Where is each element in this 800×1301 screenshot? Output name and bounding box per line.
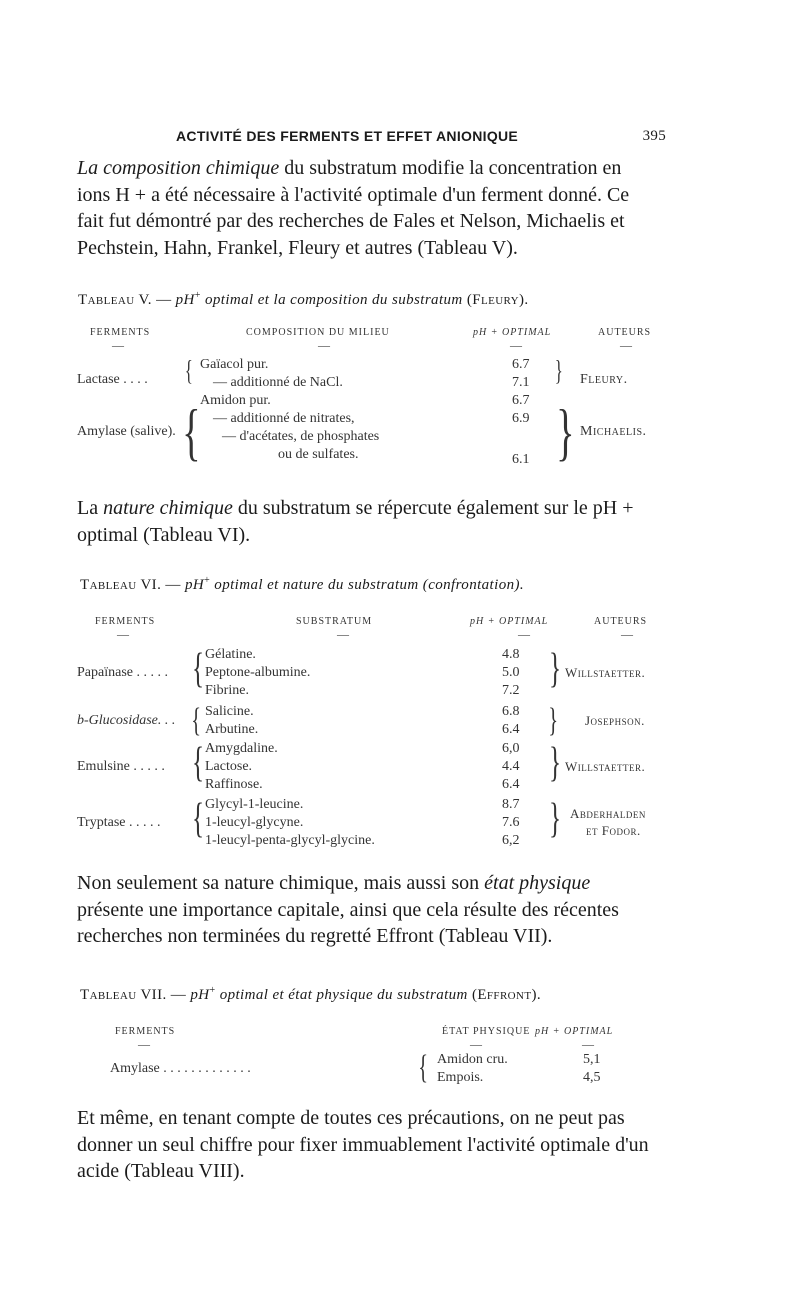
table6-author-willstaetter-2: Willstaetter. [565, 759, 646, 774]
para1-emphasis: La composition chimique [77, 157, 280, 179]
table6-header-ferments: FERMENTS [95, 616, 156, 627]
table6-header-auteurs: AUTEURS [594, 616, 648, 627]
table6-substratum: Peptone-albumine. [205, 665, 311, 680]
table6-ph: 5.0 [502, 665, 520, 680]
table6-substratum: Arbutine. [205, 722, 259, 737]
table6-caption [80, 575, 524, 594]
brace-icon: } [549, 796, 562, 842]
table6-ferment-tryptase: Tryptase . . . . . [77, 815, 161, 830]
para4-line-3: acide (Tableau VIII). [77, 1160, 245, 1182]
brace-icon: { [192, 796, 205, 842]
brace-icon: } [549, 740, 562, 786]
para1-line-1 [77, 155, 677, 182]
para1-line-3: fait fut démontré par des recherches de Fales et Nelson, Michaelis et [77, 210, 625, 232]
para1-line-2: ions H + a été nécessaire à l'activité optimale d'un ferment donné. Ce [77, 183, 630, 206]
table6-ferment-papainase: Papaïnase . . . . . [77, 665, 168, 680]
para1-line-1-text: du substratum modifie la concentration en [279, 157, 622, 179]
table7-label: Tableau VII. [80, 987, 167, 1003]
para1-line-4: Pechstein, Hahn, Frankel, Fleury et autres (Tableau V). [77, 236, 518, 259]
para3-line-1 [77, 870, 677, 897]
brace-icon: { [192, 646, 205, 692]
table6-ph: 6.4 [502, 722, 520, 737]
table5-milieu-2: — additionné de NaCl. [213, 375, 343, 390]
para3-line-3: recherches non terminées du regretté Effront (Tableau VII). [77, 925, 553, 947]
brace-icon: { [192, 740, 205, 786]
table5-ph-6: 6.1 [512, 452, 530, 467]
table7-dash-1: — [138, 1037, 150, 1051]
table5-header-ph: pH + OPTIMAL [473, 327, 552, 338]
table5-milieu-4: — additionné de nitrates, [213, 411, 355, 426]
paragraph-etat-physique [77, 870, 677, 950]
brace-icon: } [549, 646, 562, 692]
table6-ferment-glucosidase [77, 713, 175, 729]
table6-caption-ph: pH [184, 577, 205, 593]
table5-milieu-6: ou de sulfates. [278, 447, 359, 462]
table5-ph-1: 6.7 [512, 357, 530, 372]
table6-dash-2: — [337, 627, 349, 641]
table7-ph: 4,5 [583, 1070, 601, 1085]
table5-milieu-5: — d'acétates, de phosphates [222, 429, 380, 444]
paragraph-composition [77, 155, 677, 261]
table5-ph-3: 6.7 [512, 393, 530, 408]
table6-header-ph: pH + OPTIMAL [470, 616, 549, 627]
table7-dash-3: — [582, 1037, 594, 1051]
table5-dash-2: — [318, 338, 330, 352]
table6-author-willstaetter: Willstaetter. [565, 665, 646, 680]
table7-etat: Empois. [437, 1070, 484, 1085]
table7-caption [80, 985, 541, 1004]
para3-line-2: présente une importance capitale, ainsi que cela résulte des récentes [77, 898, 619, 921]
table5-header-ferments: FERMENTS [90, 327, 151, 338]
table5-ph-2: 7.1 [512, 375, 530, 390]
table7-ferment-amylase: Amylase . . . . . . . . . . . . . [110, 1061, 251, 1076]
table6-author-fodor: et Fodor. [586, 823, 641, 838]
paragraph-conclusion [77, 1105, 677, 1185]
table7-header-ferments: FERMENTS [115, 1026, 176, 1037]
table6-caption-text: optimal et nature du substratum (confrontation). [214, 577, 525, 593]
table5-milieu-1: Gaïacol pur. [200, 357, 269, 372]
table7-ph: 5,1 [583, 1052, 601, 1067]
brace-icon: { [191, 702, 202, 739]
table7-caption-ph: pH [190, 987, 210, 1003]
para2-line-1 [77, 495, 677, 522]
table6-ferment-emulsine: Emulsine . . . . . [77, 759, 165, 774]
table7-caption-dash: — [170, 987, 187, 1003]
table6-author-josephson: Josephson. [585, 713, 645, 728]
brace-icon: { [418, 1049, 429, 1086]
para3-text: Non seulement sa nature chimique, mais aussi son [77, 872, 485, 894]
table7-etat: Amidon cru. [437, 1052, 508, 1067]
para3-emphasis: état physique [484, 872, 591, 894]
table6-ph: 6.4 [502, 777, 520, 792]
table5-dash-3: — [510, 338, 522, 352]
table6-ph: 7.6 [502, 815, 520, 830]
table5-author-fleury: Fleury. [580, 372, 628, 387]
para2-emphasis: nature chimique [103, 497, 233, 519]
table5-caption-author: (Fleury). [466, 292, 529, 308]
header-title: ACTIVITÉ DES FERMENTS ET EFFET ANIONIQUE [176, 128, 519, 144]
running-header [176, 128, 666, 144]
table6-ph: 6,2 [502, 833, 520, 848]
table7-header-etat: ÉTAT PHYSIQUE [442, 1026, 531, 1037]
table6-caption-plus: + [204, 575, 211, 586]
brace-icon: { [182, 396, 201, 467]
brace-icon: { [184, 356, 193, 387]
para2-text-a: La [77, 497, 104, 519]
table5-milieu-3: Amidon pur. [200, 393, 271, 408]
table5-author-michaelis: Michaelis. [580, 424, 647, 439]
table7-header-ph: pH + OPTIMAL [535, 1026, 614, 1037]
table6-ph: 4.8 [502, 647, 520, 662]
table6-dash-1: — [117, 627, 129, 641]
table6-substratum: Fibrine. [205, 683, 249, 698]
table6-ph: 6,0 [502, 741, 520, 756]
table6-ph: 7.2 [502, 683, 520, 698]
table5-caption-ph: pH [175, 292, 195, 308]
table7-caption-author: (Effront). [471, 987, 542, 1003]
table6-dash-3: — [518, 627, 530, 641]
brace-icon: } [556, 396, 575, 467]
table6-header-substratum: SUBSTRATUM [296, 616, 373, 627]
table5-header-auteurs: AUTEURS [598, 327, 652, 338]
table6-substratum: 1-leucyl-penta-glycyl-glycine. [205, 833, 375, 848]
table5-ph-4: 6.9 [512, 411, 530, 426]
brace-icon: } [548, 702, 559, 739]
table6-substratum: Gélatine. [205, 647, 256, 662]
table5-dash-4: — [620, 338, 632, 352]
table6-dash-4: — [621, 627, 633, 641]
table5-label: Tableau V. [78, 292, 152, 308]
table6-substratum: Glycyl-1-leucine. [205, 797, 304, 812]
table6-ph: 8.7 [502, 797, 520, 812]
table6-substratum: Lactose. [205, 759, 253, 774]
table7-dash-2: — [470, 1037, 482, 1051]
table6-author-abderhalden: Abderhalden [570, 806, 646, 821]
table6-substratum: Salicine. [205, 704, 254, 719]
table6-caption-dash: — [165, 577, 181, 593]
para2-line-2: optimal (Tableau VI). [77, 523, 251, 546]
paragraph-nature [77, 495, 677, 548]
table6-ferment-glucosidase-text: b-Glucosidase. . . [77, 713, 176, 728]
table5-caption-dash: — [156, 292, 172, 308]
table5-caption-plus: + [194, 290, 201, 301]
table6-substratum: 1-leucyl-glycyne. [205, 815, 304, 830]
table6-ph: 4.4 [502, 759, 520, 774]
table5-caption-text: optimal et la composition du substratum [204, 292, 463, 308]
table6-substratum: Raffinose. [205, 777, 263, 792]
table5-ferment-amylase: Amylase (salive). [77, 424, 176, 439]
table6-substratum: Amygdaline. [205, 741, 278, 756]
brace-icon: } [554, 356, 563, 387]
para2-text-b: du substratum se répercute également sur le pH + [232, 497, 634, 519]
table5-caption [78, 290, 529, 309]
table6-ph: 6.8 [502, 704, 520, 719]
table6-label: Tableau VI. [80, 577, 162, 593]
para4-line-1: Et même, en tenant compte de toutes ces précautions, on ne peut pas [77, 1107, 625, 1129]
table7-caption-text: optimal et état physique du substratum [219, 987, 468, 1003]
table5-dash-1: — [112, 338, 124, 352]
page-number: 395 [642, 128, 666, 144]
table5-ferment-lactase: Lactase . . . . [77, 372, 148, 387]
table5-header-milieu: COMPOSITION DU MILIEU [246, 327, 390, 338]
para4-line-2: donner un seul chiffre pour fixer immuablement l'activité optimale d'un [77, 1133, 649, 1156]
table7-caption-plus: + [209, 985, 216, 996]
